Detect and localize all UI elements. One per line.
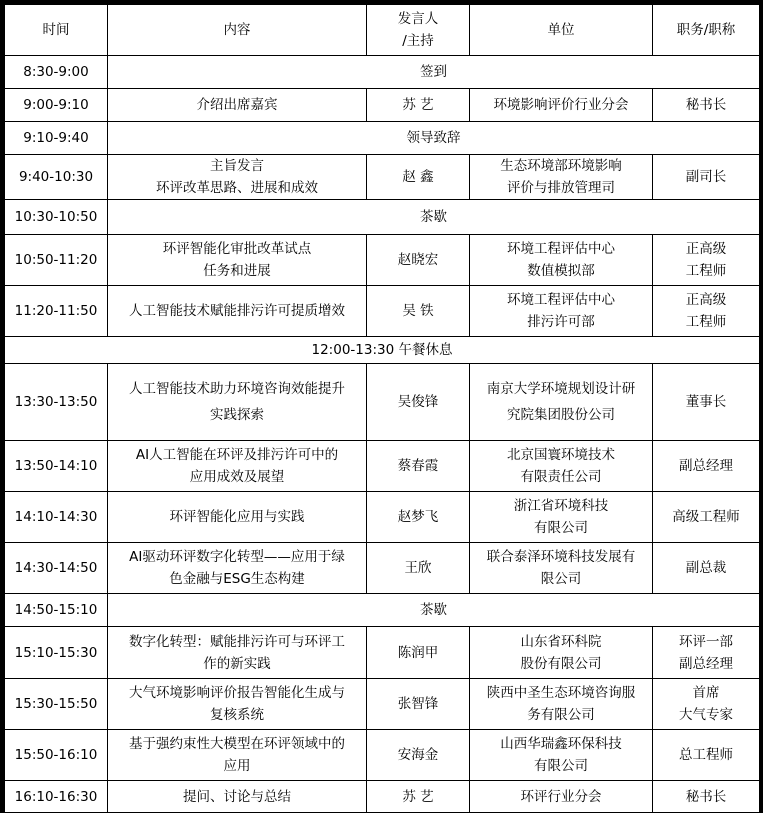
content-cell-line: 色金融与ESG生态构建 bbox=[169, 571, 305, 587]
unit-cell bbox=[470, 441, 653, 492]
title-cell-line: 首席 bbox=[692, 685, 720, 701]
title-cell-line: 秘书长 bbox=[685, 788, 727, 805]
event-row bbox=[5, 122, 760, 155]
schedule-table bbox=[4, 4, 760, 813]
speaker-cell: 苏 艺 bbox=[367, 781, 470, 813]
speaker-cell: 蔡春霞 bbox=[367, 441, 470, 492]
content-cell-line: AI人工智能在环评及排污许可中的 bbox=[135, 447, 339, 463]
unit-cell bbox=[470, 235, 653, 286]
session-row bbox=[5, 441, 760, 492]
schedule-body bbox=[5, 56, 760, 813]
content-cell bbox=[108, 492, 367, 543]
content-cell-line: 人工智能技术助力环境咨询效能提升 bbox=[129, 381, 345, 397]
time-cell: 15:10-15:30 bbox=[5, 627, 108, 679]
session-row bbox=[5, 492, 760, 543]
title-cell bbox=[653, 286, 760, 337]
unit-cell bbox=[470, 89, 653, 122]
content-cell bbox=[108, 364, 367, 441]
session-row bbox=[5, 679, 760, 730]
unit-cell-line: 环境工程评估中心 bbox=[507, 241, 615, 257]
event-cell: 领导致辞 bbox=[108, 122, 760, 155]
unit-cell bbox=[470, 155, 653, 200]
session-row bbox=[5, 781, 760, 813]
speaker-cell: 王欣 bbox=[367, 543, 470, 594]
content-cell-line: 人工智能技术赋能排污许可提质增效 bbox=[129, 303, 345, 319]
unit-cell-line: 陕西中圣生态环境咨询服 bbox=[486, 685, 636, 701]
content-cell-line: 主旨发言 bbox=[210, 158, 264, 174]
unit-cell-line: 数值模拟部 bbox=[527, 263, 595, 279]
time-cell: 10:50-11:20 bbox=[5, 235, 108, 286]
unit-cell-line: 北京国寰环境技术 bbox=[507, 447, 615, 463]
unit-cell-line: 生态环境部环境影响 bbox=[500, 158, 622, 174]
unit-cell-line: 山东省环科院 bbox=[520, 633, 602, 650]
time-cell: 9:10-9:40 bbox=[5, 122, 108, 155]
content-cell-line: 环评改革思路、进展和成效 bbox=[156, 180, 318, 196]
session-row bbox=[5, 155, 760, 200]
unit-cell bbox=[470, 627, 653, 679]
header-row bbox=[5, 5, 760, 56]
time-cell: 16:10-16:30 bbox=[5, 781, 108, 813]
title-cell bbox=[653, 155, 760, 200]
unit-cell-line: 务有限公司 bbox=[527, 707, 595, 723]
unit-cell-line: 有限责任公司 bbox=[520, 469, 602, 485]
header-time: 时间 bbox=[5, 5, 108, 56]
title-cell-line: 环评一部 bbox=[679, 633, 733, 650]
content-cell-line: AI驱动环评数字化转型——应用于绿 bbox=[129, 549, 345, 565]
unit-cell-line: 究院集团股份公司 bbox=[507, 407, 615, 423]
time-cell: 14:50-15:10 bbox=[5, 594, 108, 627]
title-cell-line: 总工程师 bbox=[679, 747, 733, 763]
content-cell-line: 大气环境影响评价报告智能化生成与 bbox=[129, 685, 345, 701]
content-cell bbox=[108, 730, 367, 781]
time-cell: 11:20-11:50 bbox=[5, 286, 108, 337]
time-cell: 8:30-9:00 bbox=[5, 56, 108, 89]
title-cell bbox=[653, 781, 760, 813]
title-cell bbox=[653, 364, 760, 441]
session-row bbox=[5, 89, 760, 122]
title-cell bbox=[653, 627, 760, 679]
unit-cell-line: 排污许可部 bbox=[527, 314, 595, 330]
title-cell-line: 正高级 bbox=[685, 292, 727, 308]
content-cell bbox=[108, 235, 367, 286]
unit-cell-line: 评价与排放管理司 bbox=[507, 180, 615, 196]
content-cell bbox=[108, 441, 367, 492]
title-cell bbox=[653, 679, 760, 730]
session-row bbox=[5, 543, 760, 594]
title-cell-line: 秘书长 bbox=[685, 97, 727, 113]
title-cell bbox=[653, 730, 760, 781]
content-cell bbox=[108, 543, 367, 594]
speaker-cell: 吴 铁 bbox=[367, 286, 470, 337]
unit-cell-line: 浙江省环境科技 bbox=[513, 498, 609, 514]
unit-cell bbox=[470, 286, 653, 337]
break-row bbox=[5, 337, 760, 364]
unit-cell bbox=[470, 364, 653, 441]
time-cell: 14:10-14:30 bbox=[5, 492, 108, 543]
header-speaker-line1: 发言人 bbox=[397, 11, 439, 27]
content-cell-line: 实践探索 bbox=[210, 407, 264, 423]
content-cell-line: 环评智能化审批改革试点 bbox=[162, 241, 312, 257]
time-cell: 13:30-13:50 bbox=[5, 364, 108, 441]
speaker-cell: 苏 艺 bbox=[367, 89, 470, 122]
header-speaker-line2: /主持 bbox=[402, 33, 434, 49]
time-cell: 14:30-14:50 bbox=[5, 543, 108, 594]
break-cell: 12:00-13:30 午餐休息 bbox=[5, 337, 760, 364]
content-cell-line: 应用成效及展望 bbox=[189, 469, 285, 485]
speaker-cell: 张智锋 bbox=[367, 679, 470, 730]
unit-cell-line: 环境影响评价行业分会 bbox=[493, 97, 629, 113]
content-cell bbox=[108, 89, 367, 122]
event-row bbox=[5, 56, 760, 89]
content-cell-line: 基于强约束性大模型在环评领域中的 bbox=[129, 736, 345, 752]
content-cell bbox=[108, 679, 367, 730]
unit-cell bbox=[470, 492, 653, 543]
unit-cell-line: 有限公司 bbox=[534, 520, 588, 536]
title-cell-line: 工程师 bbox=[685, 314, 727, 330]
title-cell bbox=[653, 441, 760, 492]
title-cell-line: 大气专家 bbox=[679, 707, 733, 723]
unit-cell-line: 有限公司 bbox=[534, 758, 588, 774]
unit-cell-line: 山西华瑞鑫环保科技 bbox=[500, 736, 622, 752]
header-content: 内容 bbox=[108, 5, 367, 56]
event-cell: 茶歇 bbox=[108, 200, 760, 235]
title-cell-line: 工程师 bbox=[685, 263, 727, 279]
content-cell-line: 数字化转型：赋能排污许可与环评工 bbox=[129, 633, 345, 650]
title-cell-line: 正高级 bbox=[685, 241, 727, 257]
content-cell-line: 作的新实践 bbox=[203, 655, 271, 672]
title-cell-line: 副总经理 bbox=[679, 458, 733, 474]
content-cell-line: 任务和进展 bbox=[203, 263, 271, 279]
content-cell bbox=[108, 155, 367, 200]
event-cell: 签到 bbox=[108, 56, 760, 89]
time-cell: 15:30-15:50 bbox=[5, 679, 108, 730]
unit-cell bbox=[470, 679, 653, 730]
unit-cell-line: 联合泰泽环境科技发展有 bbox=[486, 549, 636, 565]
content-cell-line: 介绍出席嘉宾 bbox=[196, 97, 278, 113]
unit-cell-line: 限公司 bbox=[540, 571, 582, 587]
unit-cell bbox=[470, 730, 653, 781]
unit-cell bbox=[470, 781, 653, 813]
speaker-cell: 陈润甲 bbox=[367, 627, 470, 679]
time-cell: 13:50-14:10 bbox=[5, 441, 108, 492]
title-cell-line: 副总裁 bbox=[685, 560, 727, 576]
unit-cell bbox=[470, 543, 653, 594]
speaker-cell: 赵 鑫 bbox=[367, 155, 470, 200]
unit-cell-line: 环境工程评估中心 bbox=[507, 292, 615, 308]
header-speaker bbox=[367, 5, 470, 56]
unit-cell-line: 环评行业分会 bbox=[520, 788, 602, 805]
unit-cell-line: 股份有限公司 bbox=[520, 655, 602, 672]
title-cell bbox=[653, 543, 760, 594]
content-cell-line: 复核系统 bbox=[210, 707, 264, 723]
speaker-cell: 赵晓宏 bbox=[367, 235, 470, 286]
event-cell: 茶歇 bbox=[108, 594, 760, 627]
event-row bbox=[5, 200, 760, 235]
header-unit: 单位 bbox=[470, 5, 653, 56]
content-cell-line: 应用 bbox=[223, 758, 251, 774]
session-row bbox=[5, 364, 760, 441]
title-cell bbox=[653, 492, 760, 543]
speaker-cell: 吴俊锋 bbox=[367, 364, 470, 441]
title-cell-line: 董事长 bbox=[685, 394, 727, 410]
content-cell bbox=[108, 627, 367, 679]
session-row bbox=[5, 235, 760, 286]
content-cell-line: 环评智能化应用与实践 bbox=[169, 509, 305, 525]
content-cell bbox=[108, 781, 367, 813]
title-cell bbox=[653, 89, 760, 122]
session-row bbox=[5, 730, 760, 781]
time-cell: 9:00-9:10 bbox=[5, 89, 108, 122]
title-cell bbox=[653, 235, 760, 286]
unit-cell-line: 南京大学环境规划设计研 bbox=[486, 381, 636, 397]
title-cell-line: 副司长 bbox=[685, 169, 727, 185]
speaker-cell: 安海金 bbox=[367, 730, 470, 781]
speaker-cell: 赵梦飞 bbox=[367, 492, 470, 543]
title-cell-line: 高级工程师 bbox=[672, 509, 740, 525]
session-row bbox=[5, 627, 760, 679]
time-cell: 9:40-10:30 bbox=[5, 155, 108, 200]
time-cell: 10:30-10:50 bbox=[5, 200, 108, 235]
header-title: 职务/职称 bbox=[653, 5, 760, 56]
title-cell-line: 副总经理 bbox=[679, 655, 733, 672]
content-cell-line: 提问、讨论与总结 bbox=[183, 788, 291, 805]
event-row bbox=[5, 594, 760, 627]
time-cell: 15:50-16:10 bbox=[5, 730, 108, 781]
content-cell bbox=[108, 286, 367, 337]
session-row bbox=[5, 286, 760, 337]
